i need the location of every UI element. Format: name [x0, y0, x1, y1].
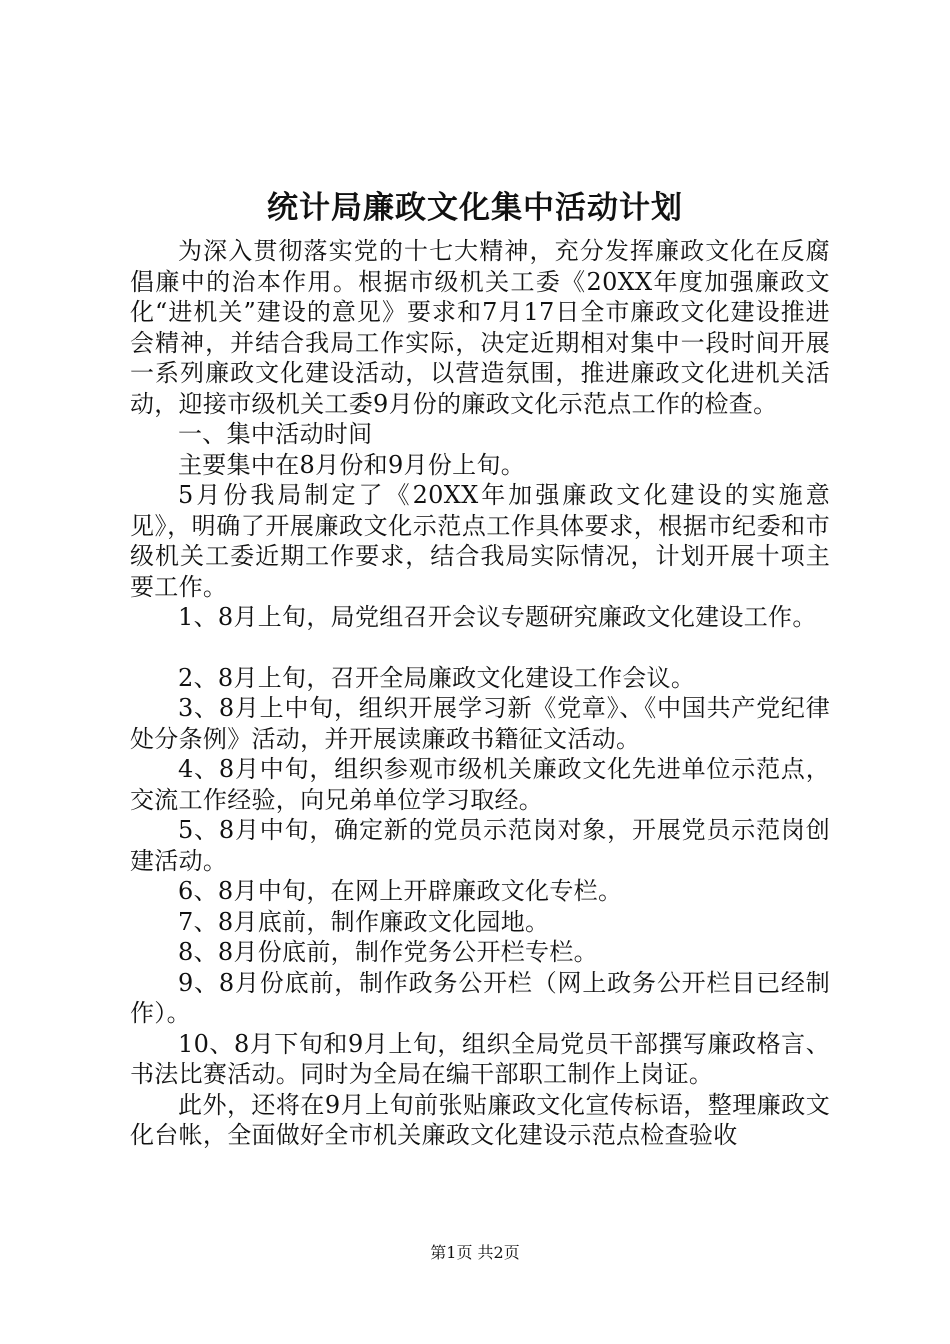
list-item-5: 5、8月中旬，确定新的党员示范岗对象，开展党员示范岗创建活动。 — [130, 816, 830, 875]
list-item-7: 7、8月底前，制作廉政文化园地。 — [178, 907, 550, 936]
section-heading-time: 一、集中活动时间 — [178, 420, 373, 448]
list-item-1: 1、8月上旬，局党组召开会议专题研究廉政文化建设工作。 — [178, 603, 817, 631]
list-item-2: 2、8月上旬，召开全局廉政文化建设工作会议。 — [178, 663, 696, 692]
list-item-10: 10、8月下旬和9月上旬，组织全局党员干部撰写廉政格言、书法比赛活动。同时为全局在编干部职工制作上岗证。 — [130, 1029, 830, 1088]
paragraph-intro: 为深入贯彻落实党的十七大精神，充分发挥廉政文化在反腐倡廉中的治本作用。根据市级机关工委《20XX年度加强廉政文化“进机关”建设的意见》要求和7月17日全市廉政文化建设推进会精神，并结合我局工作实际，决定近期相对集中一段时间开展一系列廉政文化建设活动，以营造氛围，推进廉政文化进机关活动，迎接市级机关工委9月份的廉政文化示范点工作的检查。 — [130, 237, 830, 418]
list-item-3: 3、8月上中旬，组织开展学习新《党章》、《中国共产党纪律处分条例》活动，并开展读廉政书籍征文活动。 — [130, 694, 830, 753]
list-item-8: 8、8月份底前，制作党务公开栏专栏。 — [178, 938, 598, 966]
document-title: 统计局廉政文化集中活动计划 — [267, 190, 683, 226]
list-item-4: 4、8月中旬，组织参观市级机关廉政文化先进单位示范点，交流工作经验，向兄弟单位学习取经。 — [130, 755, 830, 814]
paragraph-plan: 5月份我局制定了《20XX年加强廉政文化建设的实施意见》，明确了开展廉政文化示范点工作具体要求，根据市纪委和市级机关工委近期工作要求，结合我局实际情况，计划开展十项主要工作。 — [130, 481, 830, 601]
paragraph-additional: 此外，还将在9月上旬前张贴廉政文化宣传标语，整理廉政文化台帐，全面做好全市机关廉政文化建设示范点检查验收 — [130, 1090, 830, 1149]
page-footer: 第1页 共2页 — [430, 1243, 520, 1262]
document-body — [130, 236, 830, 1151]
list-item-6: 6、8月中旬，在网上开辟廉政文化专栏。 — [178, 877, 623, 905]
paragraph-time: 主要集中在8月份和9月份上旬。 — [178, 450, 526, 479]
list-item-9: 9、8月份底前，制作政务公开栏（网上政务公开栏目已经制作）。 — [130, 968, 830, 1027]
